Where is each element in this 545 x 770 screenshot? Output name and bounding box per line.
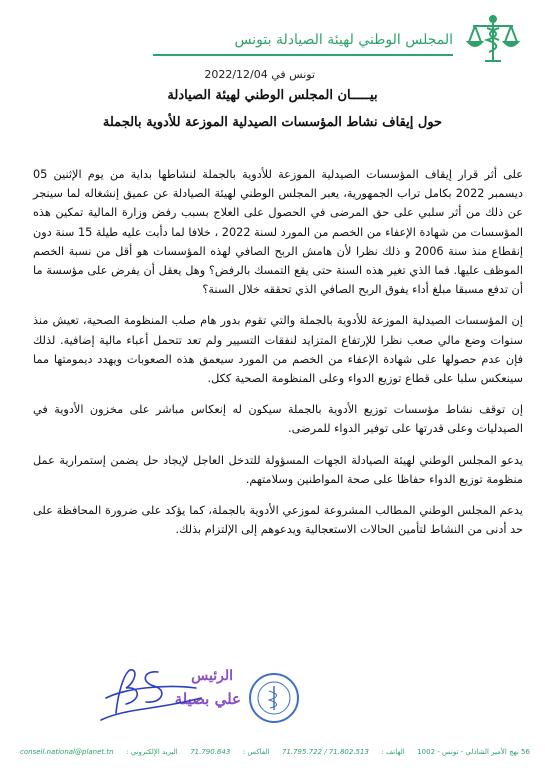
body-paragraph: يدعو المجلس الوطني لهيئة الصيادلة الجهات المسؤولة للتدخل العاجل لإيجاد حل يضمن إستمرارية عمل منظومة توزيع الدواء حفاظا على صحة المواطنين وسلامتهم. [33, 453, 523, 486]
signatory-title: الرئيس [191, 668, 233, 684]
handwritten-signature-icon [96, 658, 206, 728]
document-date: تونس في 2022/12/04 [204, 68, 315, 81]
footer-fax: 71.790.643 [190, 748, 231, 756]
letterhead-footer [20, 748, 530, 756]
document-body [33, 165, 523, 551]
body-paragraph: إن توقف نشاط مؤسسات توزيع الأدوية بالجملة سيكون له إنعكاس مباشر على مخزون الأدوية في الصيدليات وعلى قدرتها على توفير الدواء للمرضى. [33, 403, 523, 436]
footer-phones-label: الهاتف : [381, 748, 405, 756]
footer-phones: 71.795.722 / 71.802.513 [281, 748, 369, 756]
letterhead [0, 14, 545, 64]
body-paragraph: إن المؤسسات الصيدلية الموزعة للأدوية بالجملة والتي تقوم بدور هام صلب المنظومة الصحية، تعيش منذ سنوات وضع مالي صعب نظرا للإرتفاع المتزايد لنفقات التسيير ولم تعد تتحمل أعباء مالية إضافية. لذلك فإن عدم حصولها على شهادة الإعفاء من الخصم من المورد سيعمق هذه الصعوبات ويهدد ديمومتها مما سينعكس سلبا على قطاع توزيع الدواء وعلى المنظومة الصحية ككل. [33, 314, 523, 386]
document-title: بيـــــان المجلس الوطني لهيئة الصيادلة [167, 88, 378, 103]
footer-email-label: البريد الإلكتروني : [126, 748, 178, 756]
footer-email: conseil.national@planet.tn [20, 748, 114, 756]
body-paragraph: يدعم المجلس الوطني المطالب المشروعة لموزعي الأدوية بالجملة، كما يؤكد على ضرورة المحافظة على حد أدنى من النشاط لتأمين الحالات الاستعجالية ويدعوهم إلى الإلتزام بذلك. [33, 504, 523, 537]
footer-fax-label: الفاكس : [242, 748, 270, 756]
body-paragraph: على أثر قرار إيقاف المؤسسات الصيدلية الموزعة للأدوية بالجملة لنشاطها بداية من يوم الإثنين 05 ديسمبر 2022 بكامل تراب الجمهورية، يعبر المجلس الوطني لهيئة الصيادلة عن عميق إنشغاله لما سينجر عن ذلك من أثر سلبي على حق المرضى في الحصول على العلاج بسبب رفض وزارة المالية تمكين هذه المؤسسات من شهادة الإعفاء من الخصم من المورد لسنة 2022 ، خلافا لما دأبت عليه طيلة 15 سنة دون إنقطاع منذ سنة 2006 و ذلك نظرا لأن هامش الربح الصافي لهذه المؤسسات هو أقل من نسبة الخصم الموظف عليها. فما الذي تغير هذه السنة حتى يقع التمسك بالرفض؟ وهل يعقل أن يفرض على مؤسسة ما أن تدفع مسبقا مبلغ أداء يفوق الربح الصافي الذي تحققه خلال السنة؟ [33, 168, 523, 297]
footer-address: 56 نهج الأمير الشاذلي - تونس - 1002 [417, 748, 530, 756]
signatory-name: علي بصيلة [174, 690, 241, 708]
organization-name: المجلس الوطني لهيئة الصيادلة بتونس [234, 32, 453, 48]
letterhead-rule [153, 54, 453, 56]
caduceus-scales-icon [465, 14, 521, 64]
document-subtitle: حول إيقاف نشاط المؤسسات الصيدلية الموزعة للأدوية بالجملة [102, 115, 443, 130]
official-stamp-icon [248, 672, 300, 724]
